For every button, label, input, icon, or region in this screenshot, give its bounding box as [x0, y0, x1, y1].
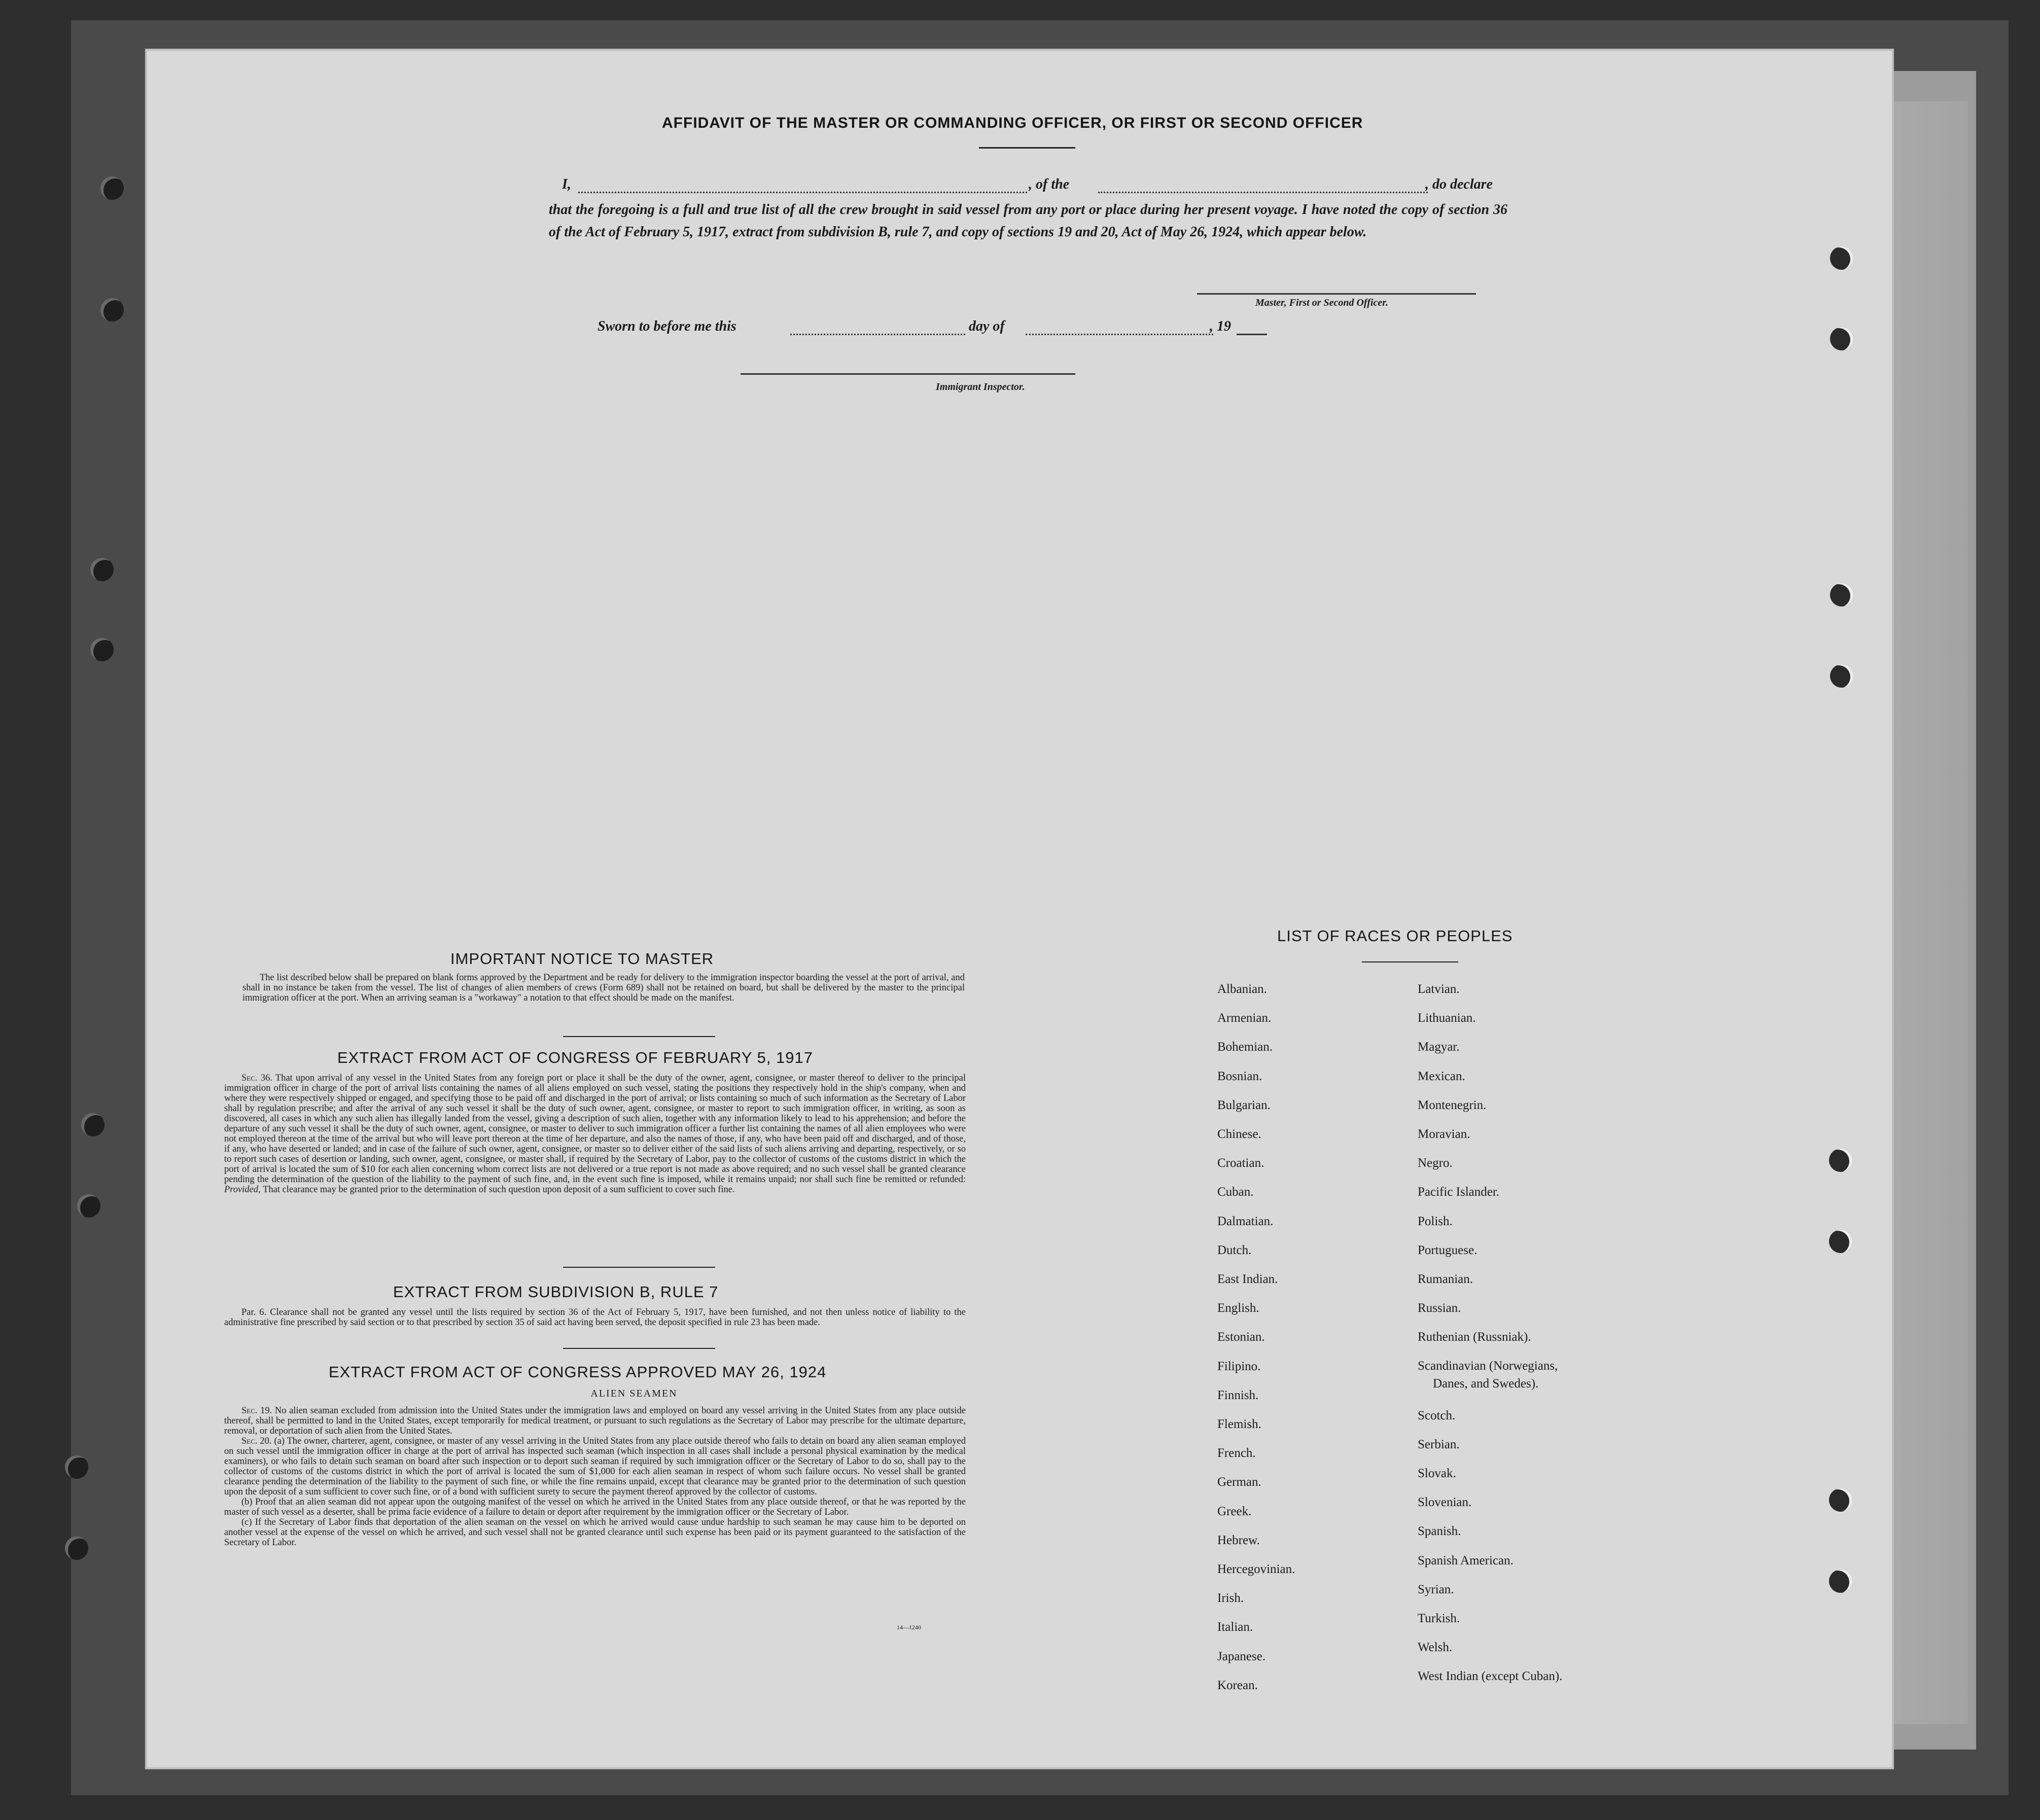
- binder-hole-icon: [81, 1113, 104, 1136]
- master-signature-label: Master, First or Second Officer.: [1255, 297, 1388, 308]
- binder-hole-icon: [1829, 1569, 1852, 1593]
- sworn-year: , 19: [1210, 318, 1231, 334]
- race-item: Latvian.: [1418, 982, 1460, 996]
- race-item: East Indian.: [1217, 1272, 1278, 1287]
- race-item: Albanian.: [1217, 982, 1267, 996]
- sec20-c: (c) If the Secretary of Labor finds that deportation of the alien seaman on the vessel on which he arrived would cause undue hardship to such seaman he may cause him to be deported on another vessel at the expense of the vessel on which he arrived, and such vessel shall not be granted clearance until such expense has been paid or its payment guaranteed to the satisfaction of the Secretary of Labor.: [224, 1517, 966, 1548]
- rule7-title: EXTRACT FROM SUBDIVISION B, RULE 7: [393, 1283, 719, 1301]
- race-item: Spanish.: [1418, 1524, 1461, 1539]
- race-item: Bosnian.: [1217, 1069, 1262, 1083]
- sworn-year-blank: [1237, 334, 1267, 335]
- race-item: Flemish.: [1217, 1417, 1261, 1432]
- race-item: Rumanian.: [1418, 1272, 1473, 1287]
- race-item: Magyar.: [1418, 1040, 1460, 1054]
- race-item: Hebrew.: [1217, 1533, 1260, 1547]
- binder-hole-icon: [1830, 664, 1853, 688]
- sworn-day-of: day of: [969, 318, 1005, 334]
- race-item: Montenegrin.: [1418, 1098, 1487, 1112]
- binder-hole-icon: [100, 298, 124, 322]
- race-item: Welsh.: [1418, 1640, 1453, 1655]
- sec20-label: Sec. 20.: [241, 1436, 272, 1446]
- inspector-label: Immigrant Inspector.: [936, 381, 1025, 392]
- race-item: Estonian.: [1217, 1330, 1265, 1344]
- races-right-column: [1418, 975, 1562, 1691]
- race-item: Bulgarian.: [1217, 1098, 1271, 1112]
- race-item: Croatian.: [1217, 1156, 1264, 1170]
- race-item: English.: [1217, 1301, 1259, 1315]
- race-item: Serbian.: [1418, 1437, 1460, 1451]
- affidavit-body: that the foregoing is a full and true list of all the crew brought in said vessel from any port or place during her present voyage. I have noted the copy of section 36 of the Act of February 5, 1917, extract from subdivision B, rule 7, and copy of sections 19 and 20, Act of May 26, 1924, which appear below.: [549, 202, 1507, 240]
- sworn-day-blank: [790, 334, 965, 335]
- rule7-text: [224, 1307, 966, 1328]
- affidavit-i: I,: [562, 176, 571, 192]
- race-item: Bohemian.: [1217, 1040, 1273, 1054]
- rule7-paragraph: Par. 6. Clearance shall not be granted any vessel until the lists required by section 36 of the Act of February 5, 1917, have been furnished, and not then unless notice of liability to the administrative fine prescribed by said section or to that prescribed by section 35 of said act having been served, the deposit specified in rule 23 has been made.: [224, 1307, 966, 1328]
- sec36-text: That upon arrival of any vessel in the United States from any foreign port or place it shall be the duty of the owner, agent, consignee, or master thereof to deliver to the principal immigration officer in charge of the port of arrival lists containing the names of all aliens employed on such vessel, stating the positions they respectively hold in the ship's company, when and where they were respectively shipped or engaged, and specifying those to be paid off and discharged in the port of arrival; or lists containing so much of such information as the Secretary of Labor shall by regulation prescribe; and after the arrival of any such vessel it shall be the duty of such owner, agent, consignee, or master to report to such immigration officer, in writing, as soon as discovered, all cases in which any such alien has illegally landed from the vessel, giving a description of such alien, together with any information likely to lead to his apprehension; and before the departure of any such vessel it shall be the duty of such owner, agent, consignee, or master to deliver to such immigration officer a further list containing the names of all alien employees who were not employed thereon at the time of the arrival but who will leave port thereon at the time of her departure, and also the names of those, if any, who have been paid off and discharged, and of those, if any, who have deserted or landed; and in case of the failure of such owner, agent, consignee, or master so to deliver either of the said lists of such aliens arriving and departing, respectively, or so to report such cases of desertion or landing, such owner, agent, consignee, or master shall, if required by the Secretary of Labor, pay to the collector of customs of the customs district in which the port of arrival is located the sum of $10 for each alien concerning whom correct lists are not delivered or a true report is not made as above required; and no such vessel shall be granted clearance pending the determination of the question of the liability to the payment of such fine, and, in the event such fine is imposed, while it remains unpaid; nor shall such fine be remitted or refunded:: [224, 1073, 966, 1185]
- race-item: Negro.: [1418, 1156, 1453, 1170]
- binder-hole-icon: [90, 638, 114, 661]
- affidavit-line-1: [562, 176, 571, 193]
- race-item: Syrian.: [1418, 1582, 1454, 1596]
- notice-paragraph: The list described below shall be prepared on blank forms approved by the Department and be ready for delivery to the immigration inspector boarding the vessel at the port of arrival, and shall in no instance be taken from the vessel. The list of changes of alien members of crews (Form 689) shall not be retained on board, but shall be delivered by the master to the principal immigration officer at the port. When an arriving seaman is a "workaway" a notation to that effect should be made on the manifest.: [242, 973, 965, 1003]
- notice-title: IMPORTANT NOTICE TO MASTER: [450, 950, 714, 968]
- vessel-blank: [1098, 192, 1428, 193]
- extract-1924-title: EXTRACT FROM ACT OF CONGRESS APPROVED MAY 26, 1924: [329, 1363, 827, 1381]
- form-number: 14—1240: [897, 1624, 921, 1631]
- binder-hole-icon: [1830, 583, 1853, 606]
- race-item: Irish.: [1217, 1591, 1244, 1605]
- sec19-label: Sec. 19.: [241, 1406, 272, 1416]
- race-item: Russian.: [1418, 1301, 1461, 1315]
- binder-hole-icon: [1829, 1149, 1852, 1172]
- race-item: Dutch.: [1217, 1243, 1252, 1257]
- name-blank: [578, 192, 1027, 193]
- affidavit-title-rule: [979, 147, 1075, 149]
- race-item: Slovenian.: [1418, 1495, 1472, 1510]
- binder-hole-icon: [90, 558, 114, 581]
- race-item: Scandinavian (Norwegians,: [1418, 1359, 1558, 1373]
- races-left-column: [1217, 975, 1295, 1700]
- race-item: West Indian (except Cuban).: [1418, 1669, 1563, 1684]
- race-item: Spanish American.: [1418, 1553, 1514, 1567]
- affidavit-of-the: , of the: [1029, 176, 1070, 192]
- race-item: Korean.: [1217, 1678, 1258, 1692]
- notice-rule: [563, 1036, 715, 1037]
- sworn-month-blank: [1026, 334, 1213, 335]
- sworn-prefix: Sworn to before me this: [597, 318, 736, 334]
- extract-1917-rule: [563, 1267, 715, 1268]
- binder-hole-icon: [100, 176, 124, 200]
- race-item: German.: [1217, 1475, 1261, 1489]
- race-item: Chinese.: [1217, 1127, 1261, 1141]
- race-item: Japanese.: [1217, 1649, 1266, 1663]
- binder-hole-icon: [77, 1194, 100, 1218]
- race-item: Scotch.: [1418, 1408, 1456, 1422]
- race-item: Greek.: [1217, 1504, 1252, 1518]
- race-item: Portuguese.: [1418, 1243, 1478, 1257]
- sec20-text: (a) The owner, charterer, agent, consignee, or master of any vessel arriving in the United States from any place outside thereof who fails to detain on board any alien seaman employed on such vessel until the immigration officer in charge at the port of arrival has inspected such seaman (which inspection in all cases shall include a personal physical examination by the medical examiners), or who fails to detain such seaman on board after such inspection or to deport such seaman if required by such immigration officer or the Secretary of Labor to do so, shall pay to the collector of customs of the customs district in which the port of arrival is located the sum of $1,000 for each alien seaman in respect of whom such failure occurs. No vessel shall be granted clearance pending the determination of the liability to the payment of such fine, or while the fine remains unpaid, except that clearance may be granted prior to the determination of such question upon the deposit of a sum sufficient to cover such fine, or of a bond with sufficient surety to secure the payment thereof approved by the collector of customs.: [224, 1436, 966, 1497]
- race-item: French.: [1217, 1446, 1256, 1460]
- sec20-b: (b) Proof that an alien seaman did not appear upon the outgoing manifest of the vessel on which he arrived in the United States from any place outside thereof, or that he was reported by the master of such vessel as a deserter, shall be prima facie evidence of a failure to detain or deport after requirement by the immigration officer or the Secretary of Labor.: [224, 1497, 966, 1517]
- race-item: Turkish.: [1418, 1612, 1460, 1626]
- race-item: Slovak.: [1418, 1467, 1456, 1481]
- extract-1924-subtitle: ALIEN SEAMEN: [590, 1388, 678, 1399]
- race-item: Danes, and Swedes).: [1433, 1376, 1539, 1390]
- race-item: Cuban.: [1217, 1185, 1254, 1199]
- race-item: Mexican.: [1418, 1069, 1465, 1083]
- race-item: Lithuanian.: [1418, 1011, 1476, 1025]
- binder-hole-icon: [65, 1537, 88, 1560]
- affidavit-do-declare: , do declare: [1425, 176, 1493, 192]
- race-item: Moravian.: [1418, 1127, 1470, 1141]
- extract-1917-title: EXTRACT FROM ACT OF CONGRESS OF FEBRUARY 5, 1917: [337, 1049, 814, 1066]
- binder-hole-icon: [1830, 246, 1853, 270]
- binder-hole-icon: [1830, 327, 1853, 350]
- proviso-text: That clearance may be granted prior to the determination of such question upon deposit of a sum sufficient to cover such fine.: [263, 1185, 735, 1195]
- race-item: Pacific Islander.: [1418, 1185, 1500, 1199]
- notice-text: [242, 973, 965, 1003]
- sec36-label: Sec. 36.: [241, 1073, 272, 1083]
- race-item: Dalmatian.: [1217, 1214, 1274, 1228]
- extract-1917-text: [224, 1073, 966, 1195]
- binder-hole-icon: [1829, 1488, 1852, 1512]
- race-item: Hercegovinian.: [1217, 1562, 1295, 1577]
- binder-hole-icon: [65, 1455, 88, 1479]
- race-item: Ruthenian (Russniak).: [1418, 1330, 1531, 1344]
- race-item: Finnish.: [1217, 1388, 1259, 1402]
- race-item: Filipino.: [1217, 1359, 1261, 1373]
- rule7-rule: [563, 1348, 715, 1349]
- races-title: LIST OF RACES OR PEOPLES: [1277, 927, 1513, 945]
- proviso-label: Provided,: [224, 1185, 261, 1195]
- race-item: Polish.: [1418, 1214, 1453, 1228]
- extract-1924-text: [224, 1406, 966, 1548]
- sec19-text: No alien seaman excluded from admission into the United States under the immigration laws and employed on board any vessel arriving in the United States from any place outside thereof, shall be permitted to land in the United States, except temporarily for medical treatment, or pursuant to such regulations as the Secretary of Labor may prescribe for the ultimate departure, removal, or deportation of such alien from the United States.: [224, 1406, 966, 1436]
- race-item: Italian.: [1217, 1620, 1253, 1634]
- races-title-rule: [1362, 961, 1458, 962]
- binder-hole-icon: [1829, 1230, 1852, 1253]
- affidavit-title: AFFIDAVIT OF THE MASTER OR COMMANDING OFFICER, OR FIRST OR SECOND OFFICER: [662, 115, 1363, 131]
- master-signature-line: [1197, 293, 1476, 295]
- race-item: Armenian.: [1217, 1011, 1272, 1025]
- inspector-signature-line: [741, 373, 1075, 375]
